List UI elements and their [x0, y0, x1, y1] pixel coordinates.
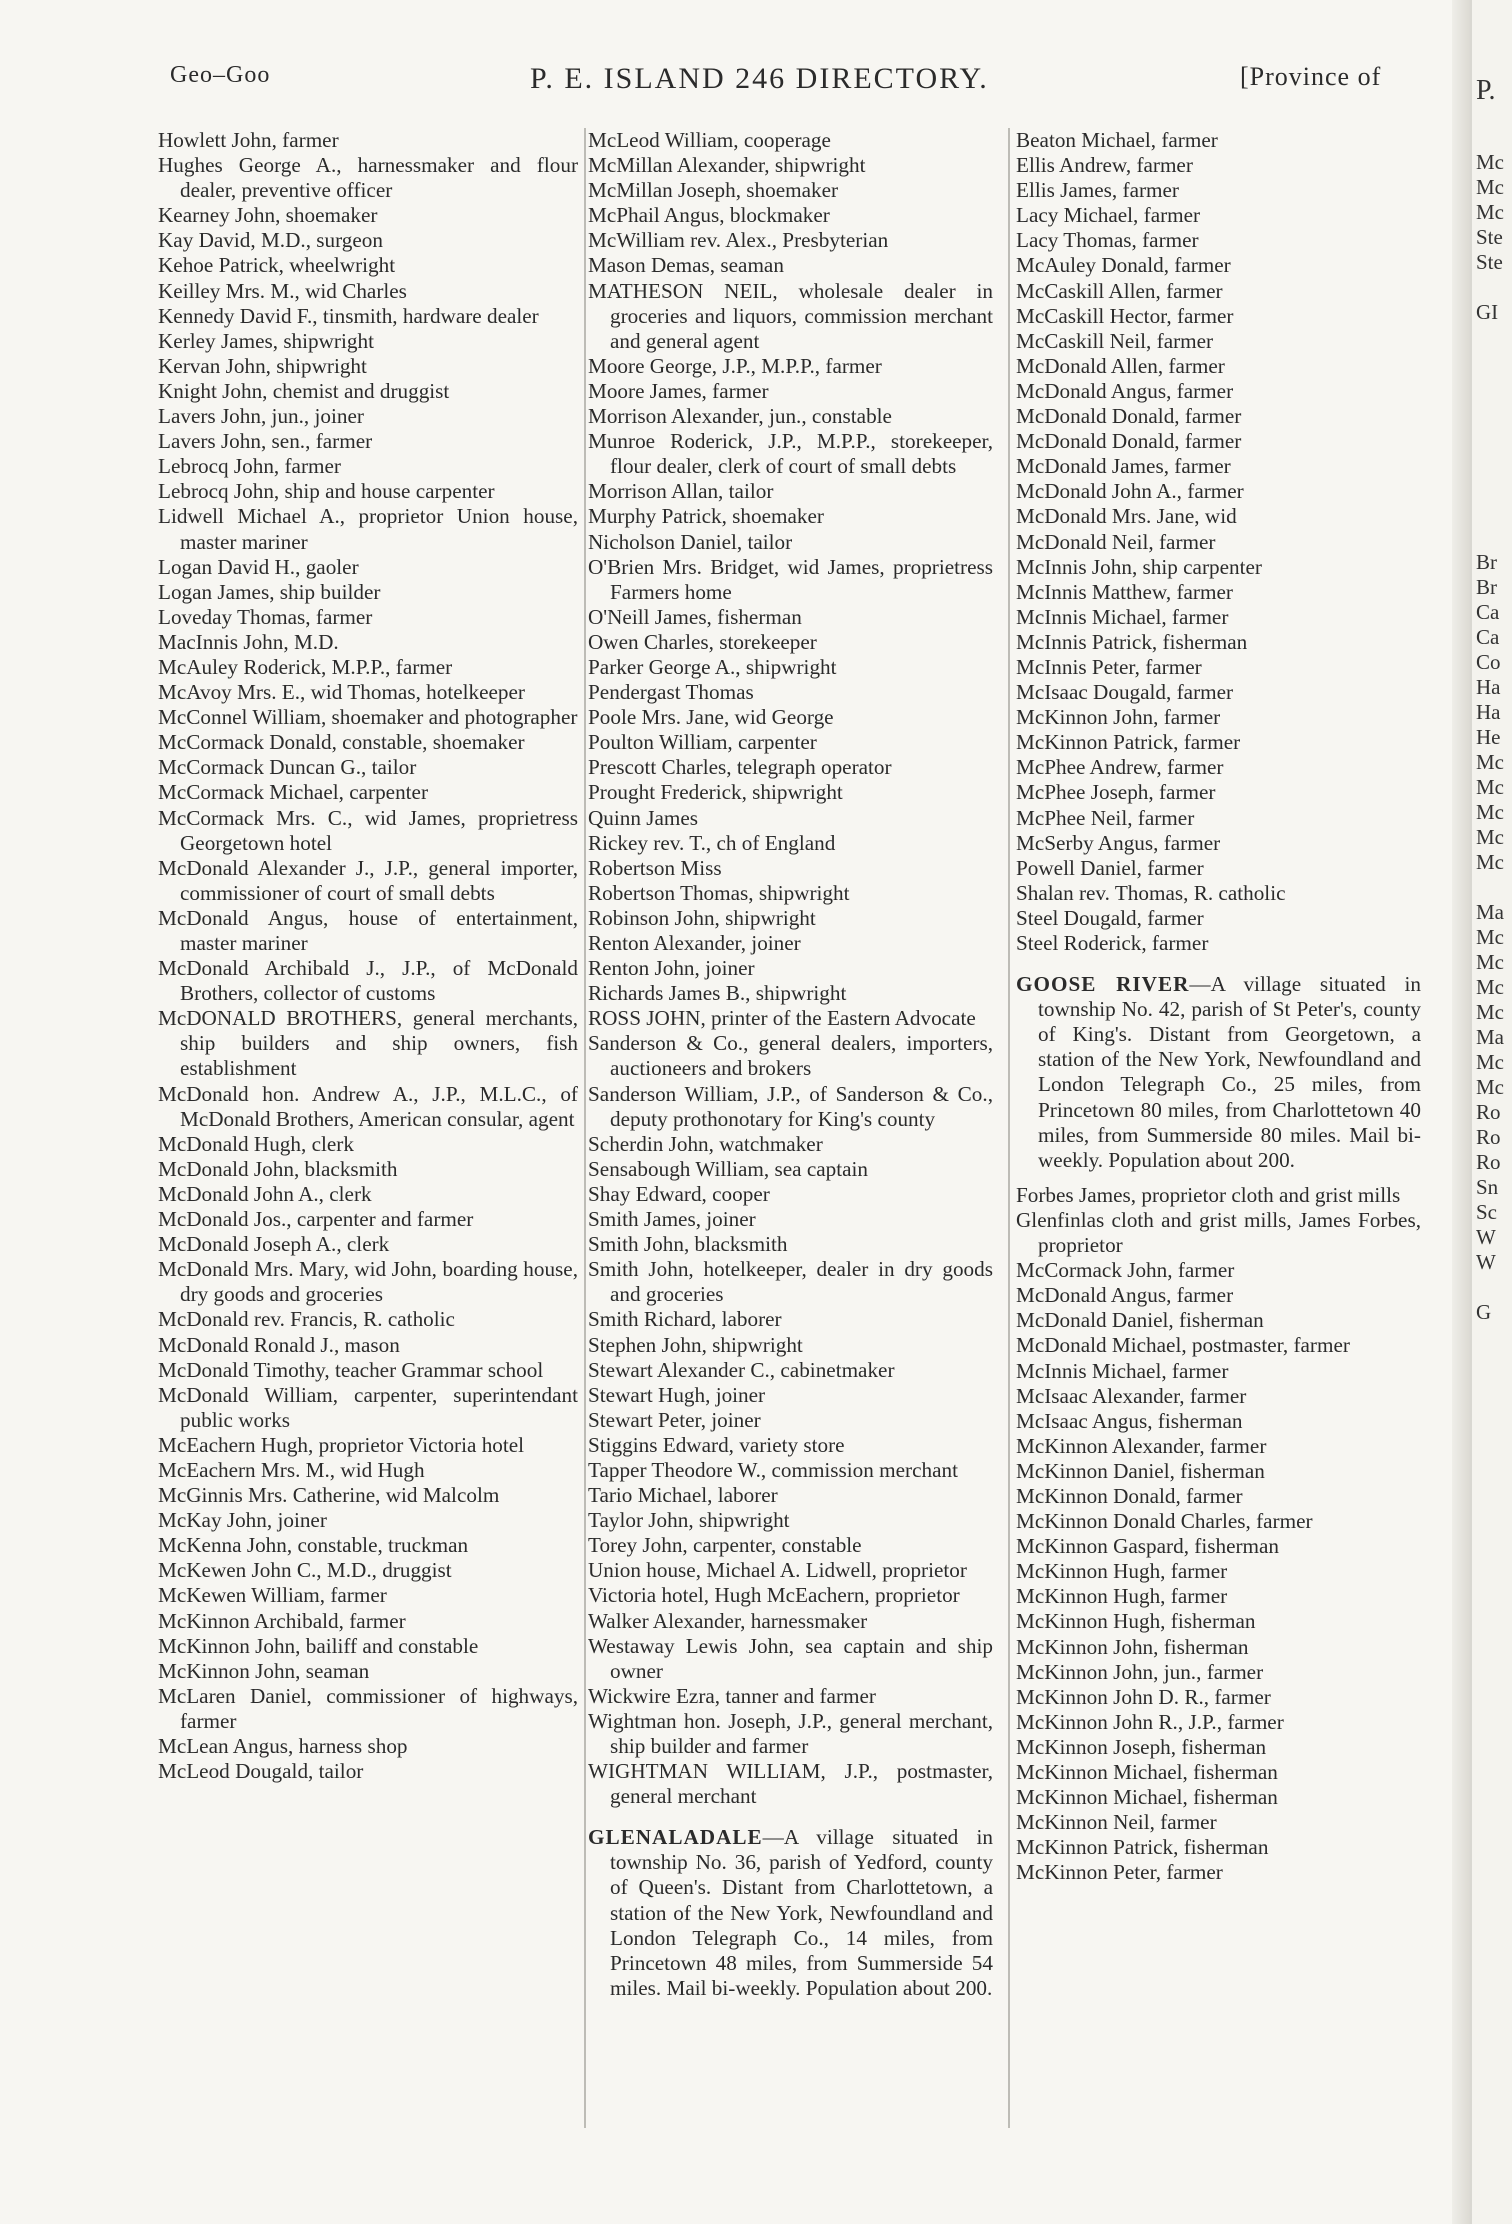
- directory-entry: McKinnon John, bailiff and constable: [158, 1633, 479, 1658]
- directory-entry: Mason Demas, seaman: [588, 253, 784, 278]
- directory-entry: McEachern Hugh, proprietor Victoria hotel: [158, 1432, 525, 1457]
- directory-entry: McDonald John A., farmer: [1016, 479, 1244, 504]
- directory-entry: McMillan Joseph, shoemaker: [588, 178, 839, 203]
- directory-entry: McKinnon John, seaman: [158, 1658, 370, 1683]
- directory-entry: Poole Mrs. Jane, wid George: [588, 705, 834, 730]
- next-page-fragment: Mc: [1476, 150, 1504, 174]
- next-page-fragment: Mc: [1476, 925, 1504, 949]
- next-page-fragment: Mc: [1476, 975, 1504, 999]
- directory-entry: Stewart Peter, joiner: [588, 1407, 761, 1432]
- next-page-strip: [1472, 0, 1512, 2224]
- header-right: [Province of: [1240, 62, 1382, 91]
- directory-entry: McKinnon Joseph, fisherman: [1016, 1734, 1267, 1759]
- next-page-fragment: [1476, 875, 1504, 900]
- directory-entry: McLaren Daniel, commissioner of highways, farmer: [158, 1683, 578, 1733]
- directory-entry: McKinnon Neil, farmer: [1016, 1810, 1217, 1835]
- directory-entry: Smith John, hotelkeeper, dealer in dry goods and groceries: [588, 1257, 993, 1307]
- section-goose-river: [1016, 972, 1421, 1173]
- directory-entry: McCormack Mrs. C., wid James, proprietress Georgetown hotel: [158, 805, 578, 855]
- next-page-fragment: Mc: [1476, 1075, 1504, 1099]
- directory-entry: McDonald Angus, farmer: [1016, 378, 1234, 403]
- directory-entry: Lacy Thomas, farmer: [1016, 228, 1199, 253]
- directory-entry: McEachern Mrs. M., wid Hugh: [158, 1457, 425, 1482]
- directory-entry: Pendergast Thomas: [588, 680, 754, 705]
- next-page-fragment: Mc: [1476, 825, 1504, 849]
- directory-entry: McDonald Alexander J., J.P., general importer, commissioner of court of small debts: [158, 855, 578, 905]
- directory-entry: Morrison Alexander, jun., constable: [588, 404, 892, 429]
- directory-entry: Lavers John, jun., joiner: [158, 404, 364, 429]
- next-page-fragment: [1476, 375, 1504, 400]
- next-page-fragment: [1476, 475, 1504, 500]
- next-page-fragment: Ro: [1476, 1100, 1501, 1124]
- directory-entry: Keilley Mrs. M., wid Charles: [158, 278, 407, 303]
- directory-entry: MacInnis John, M.D.: [158, 629, 339, 654]
- directory-entry: McPhee Joseph, farmer: [1016, 780, 1216, 805]
- directory-entry: McKewen John C., M.D., druggist: [158, 1558, 452, 1583]
- directory-entry: McIsaac Angus, fisherman: [1016, 1408, 1243, 1433]
- directory-entry: Stiggins Edward, variety store: [588, 1432, 845, 1457]
- directory-entry: Torey John, carpenter, constable: [588, 1533, 862, 1558]
- directory-entry: Quinn James: [588, 805, 699, 830]
- directory-entry: McKinnon John R., J.P., farmer: [1016, 1709, 1284, 1734]
- directory-entry: McConnel William, shoemaker and photographer: [158, 705, 578, 730]
- section-title: GOOSE RIVER: [1016, 972, 1190, 997]
- directory-entry: Beaton Michael, farmer: [1016, 128, 1218, 152]
- directory-entry: Smith Richard, laborer: [588, 1307, 782, 1332]
- directory-entry: MATHESON NEIL, wholesale dealer in groceries and liquors, commission merchant and general agent: [588, 278, 993, 353]
- directory-entry: McCormack John, farmer: [1016, 1258, 1235, 1283]
- directory-entry: McDonald William, carpenter, superintendant public works: [158, 1382, 578, 1432]
- directory-entry: Logan James, ship builder: [158, 579, 381, 604]
- directory-entry: Sanderson & Co., general dealers, importers, auctioneers and brokers: [588, 1031, 993, 1081]
- next-page-fragment: Ma: [1476, 1025, 1504, 1049]
- directory-entry: Lavers John, sen., farmer: [158, 429, 373, 454]
- directory-entry: Renton Alexander, joiner: [588, 931, 801, 955]
- directory-entry: McKenna John, constable, truckman: [158, 1533, 469, 1558]
- section-glenaladale: [588, 1825, 993, 2001]
- directory-entry: McCaskill Hector, farmer: [1016, 303, 1234, 328]
- next-page-fragment: Ca: [1476, 600, 1500, 624]
- directory-entry: McInnis Michael, farmer: [1016, 604, 1229, 629]
- directory-entry: Knight John, chemist and druggist: [158, 378, 450, 403]
- directory-entry: McAuley Roderick, M.P.P., farmer: [158, 654, 453, 679]
- directory-entry: McKinnon Peter, farmer: [1016, 1860, 1223, 1885]
- next-page-fragment: [1476, 500, 1504, 525]
- next-page-fragment: [1476, 1275, 1504, 1300]
- directory-entry: Victoria hotel, Hugh McEachern, proprietor: [588, 1583, 960, 1608]
- directory-entry: Lebrocq John, farmer: [158, 454, 341, 479]
- directory-entry: WIGHTMAN WILLIAM, J.P., postmaster, general merchant: [588, 1759, 993, 1809]
- directory-entry: Morrison Allan, tailor: [588, 479, 774, 504]
- directory-entry: McWilliam rev. Alex., Presbyterian: [588, 228, 889, 253]
- next-page-fragment: Mc: [1476, 950, 1504, 974]
- directory-entry: Nicholson Daniel, tailor: [588, 529, 793, 554]
- column-1: [158, 128, 578, 1784]
- next-page-fragment: Ha: [1476, 700, 1501, 724]
- directory-entry: Moore George, J.P., M.P.P., farmer: [588, 353, 882, 378]
- directory-entry: McDonald Ronald J., mason: [158, 1332, 400, 1357]
- header-left: Geo–Goo: [170, 62, 271, 88]
- directory-entry: Sanderson William, J.P., of Sanderson & Co., deputy prothonotary for King's county: [588, 1081, 993, 1131]
- directory-entry: McPhail Angus, blockmaker: [588, 203, 830, 228]
- directory-entry: O'Neill James, fisherman: [588, 604, 802, 629]
- directory-entry: McDonald Jos., carpenter and farmer: [158, 1207, 474, 1232]
- column-2: [588, 128, 993, 2011]
- directory-entry: Scherdin John, watchmaker: [588, 1131, 823, 1156]
- directory-entry: McDONALD BROTHERS, general merchants, ship builders and ship owners, fish establishment: [158, 1006, 578, 1081]
- directory-entry: Tapper Theodore W., commission merchant: [588, 1457, 958, 1482]
- directory-entry: Wickwire Ezra, tanner and farmer: [588, 1683, 876, 1708]
- directory-entry: Prought Frederick, shipwright: [588, 780, 843, 805]
- column-3: [1016, 128, 1421, 1885]
- next-page-fragment: Mc: [1476, 1000, 1504, 1024]
- directory-entry: McKinnon Hugh, fisherman: [1016, 1609, 1256, 1634]
- directory-entry: Glenfinlas cloth and grist mills, James Forbes, proprietor: [1016, 1207, 1421, 1258]
- directory-entry: Kearney John, shoemaker: [158, 203, 378, 228]
- directory-entry: McKinnon Michael, fisherman: [1016, 1760, 1278, 1784]
- directory-entry: McDonald Joseph A., clerk: [158, 1232, 390, 1257]
- directory-entry: Owen Charles, storekeeper: [588, 629, 817, 654]
- next-page-header: P.: [1476, 75, 1496, 106]
- next-page-fragment: Sn: [1476, 1175, 1499, 1199]
- directory-entry: McKinnon Michael, fisherman: [1016, 1785, 1278, 1810]
- directory-entry: O'Brien Mrs. Bridget, wid James, proprietress Farmers home: [588, 554, 993, 604]
- directory-entry: Lacy Michael, farmer: [1016, 203, 1201, 228]
- next-page-fragment: GI: [1476, 300, 1499, 324]
- directory-entry: McKinnon Daniel, fisherman: [1016, 1458, 1265, 1483]
- directory-entry: McInnis Patrick, fisherman: [1016, 629, 1248, 654]
- section-text: —A village situated in township No. 42, parish of St Peter's, county of King's. Distant from Georgetown, a station of the New York, Newfoundland and London Telegraph Co., 25 miles, from Princetown 80 miles, from Charlottetown 40 miles, from Summerside 80 miles. Mail bi-weekly. Population about 200.: [1038, 972, 1421, 1172]
- next-page-fragment: Mc: [1476, 175, 1504, 199]
- directory-entry: McDonald Mrs. Mary, wid John, boarding house, dry goods and groceries: [158, 1257, 578, 1307]
- directory-entry: McDonald John, blacksmith: [158, 1156, 398, 1181]
- section-title: GLENALADALE: [588, 1825, 763, 1850]
- directory-entry: McSerby Angus, farmer: [1016, 830, 1221, 855]
- directory-entry: McDonald James, farmer: [1016, 454, 1231, 479]
- directory-entry: McDonald Angus, house of entertainment, master mariner: [158, 905, 578, 955]
- directory-entry: McKinnon Patrick, farmer: [1016, 730, 1241, 755]
- directory-entry: Shay Edward, cooper: [588, 1181, 770, 1206]
- directory-entry: Howlett John, farmer: [158, 128, 339, 152]
- directory-entry: McCaskill Allen, farmer: [1016, 278, 1223, 303]
- directory-entry: McInnis John, ship carpenter: [1016, 554, 1262, 579]
- next-page-fragment: [1476, 275, 1504, 300]
- directory-entry: Rickey rev. T., ch of England: [588, 830, 836, 855]
- directory-entry: McKinnon Hugh, farmer: [1016, 1584, 1228, 1609]
- directory-entry: Moore James, farmer: [588, 378, 769, 403]
- directory-entry: Kay David, M.D., surgeon: [158, 228, 383, 253]
- directory-entry: McGinnis Mrs. Catherine, wid Malcolm: [158, 1483, 500, 1508]
- column-rule-2: [1008, 128, 1010, 2128]
- directory-entry: Kehoe Patrick, wheelwright: [158, 253, 396, 278]
- directory-entry: McLeod Dougald, tailor: [158, 1759, 364, 1784]
- directory-entry: McDonald rev. Francis, R. catholic: [158, 1307, 455, 1332]
- directory-entry: McKinnon John, farmer: [1016, 705, 1221, 730]
- next-page-fragment: He: [1476, 725, 1501, 749]
- directory-entry: McCormack Michael, carpenter: [158, 780, 429, 805]
- next-page-fragment: Mc: [1476, 750, 1504, 774]
- directory-entry: McKinnon Hugh, farmer: [1016, 1559, 1228, 1584]
- directory-entry: Westaway Lewis John, sea captain and ship owner: [588, 1633, 993, 1683]
- directory-entry: McDonald Neil, farmer: [1016, 529, 1216, 554]
- directory-entry: ROSS JOHN, printer of the Eastern Advocate: [588, 1006, 976, 1031]
- directory-entry: Walker Alexander, harnessmaker: [588, 1608, 868, 1633]
- directory-entry: McCormack Donald, constable, shoemaker: [158, 730, 525, 755]
- directory-entry: Renton John, joiner: [588, 956, 755, 981]
- directory-entry: Robinson John, shipwright: [588, 905, 816, 930]
- directory-entry: Smith James, joiner: [588, 1207, 756, 1232]
- directory-entry: Tario Michael, laborer: [588, 1483, 778, 1508]
- header-center: P. E. ISLAND 246 DIRECTORY.: [530, 62, 989, 95]
- directory-entry: Stewart Hugh, joiner: [588, 1382, 766, 1407]
- next-page-fragment: Ma: [1476, 900, 1504, 924]
- next-page-fragment: Ha: [1476, 675, 1501, 699]
- directory-entry: Murphy Patrick, shoemaker: [588, 504, 824, 529]
- directory-entry: Richards James B., shipwright: [588, 981, 847, 1006]
- next-page-fragment: [1476, 425, 1504, 450]
- next-page-fragment: Mc: [1476, 775, 1504, 799]
- directory-entry: Steel Roderick, farmer: [1016, 931, 1209, 955]
- directory-entry: McDonald Timothy, teacher Grammar school: [158, 1357, 544, 1382]
- next-page-fragment: Mc: [1476, 800, 1504, 824]
- directory-entry: Hughes George A., harnessmaker and flour dealer, preventive officer: [158, 153, 578, 203]
- directory-entry: McKay John, joiner: [158, 1508, 327, 1533]
- directory-entry: McDonald hon. Andrew A., J.P., M.L.C., of McDonald Brothers, American consular, agent: [158, 1081, 578, 1131]
- directory-entry: Kervan John, shipwright: [158, 353, 367, 378]
- directory-entry: McInnis Peter, farmer: [1016, 654, 1202, 679]
- directory-entry: McCaskill Neil, farmer: [1016, 328, 1214, 353]
- directory-entry: McDonald Archibald J., J.P., of McDonald Brothers, collector of customs: [158, 956, 578, 1006]
- next-page-fragment: W: [1476, 1250, 1496, 1274]
- next-page-fragment: W: [1476, 1225, 1496, 1249]
- directory-entry: Ellis Andrew, farmer: [1016, 153, 1193, 178]
- next-page-fragment: Mc: [1476, 1050, 1504, 1074]
- directory-entry: McInnis Michael, farmer: [1016, 1358, 1229, 1383]
- directory-entry: McKinnon Gaspard, fisherman: [1016, 1534, 1280, 1559]
- next-page-fragment: Ste: [1476, 250, 1503, 274]
- directory-entry: McDonald Allen, farmer: [1016, 353, 1225, 378]
- next-page-fragment: G: [1476, 1300, 1492, 1324]
- next-page-fragment: Mc: [1476, 200, 1504, 224]
- directory-entry: Loveday Thomas, farmer: [158, 604, 373, 629]
- directory-entry: McKinnon John, fisherman: [1016, 1634, 1249, 1659]
- next-page-fragment: Br: [1476, 550, 1497, 574]
- page-edge: [1452, 0, 1470, 2224]
- directory-entry: Lidwell Michael A., proprietor Union house, master mariner: [158, 504, 578, 554]
- directory-entry: McDonald Mrs. Jane, wid: [1016, 504, 1237, 529]
- directory-entry: Steel Dougald, farmer: [1016, 905, 1204, 930]
- directory-entry: Sensabough William, sea captain: [588, 1156, 869, 1181]
- directory-entry: McDonald Donald, farmer: [1016, 429, 1242, 454]
- next-page-fragment: Ste: [1476, 225, 1503, 249]
- directory-entry: McIsaac Alexander, farmer: [1016, 1383, 1247, 1408]
- directory-entry: McDonald Donald, farmer: [1016, 404, 1242, 429]
- next-page-fragment: [1476, 450, 1504, 475]
- next-page-fragment: Ro: [1476, 1150, 1501, 1174]
- directory-entry: Prescott Charles, telegraph operator: [588, 755, 892, 780]
- directory-entry: Kennedy David F., tinsmith, hardware dealer: [158, 303, 539, 328]
- directory-entry: McKinnon Donald Charles, farmer: [1016, 1509, 1313, 1534]
- next-page-fragment: Ca: [1476, 625, 1500, 649]
- directory-entry: Taylor John, shipwright: [588, 1508, 790, 1533]
- next-page-fragment: [1476, 525, 1504, 550]
- directory-entry: McAuley Donald, farmer: [1016, 253, 1231, 278]
- directory-entry: Powell Daniel, farmer: [1016, 855, 1204, 880]
- directory-entry: McDonald Angus, farmer: [1016, 1283, 1234, 1308]
- directory-entry: McIsaac Dougald, farmer: [1016, 680, 1234, 705]
- next-page-fragment: [1476, 325, 1504, 350]
- directory-entry: Ellis James, farmer: [1016, 178, 1179, 203]
- directory-entry: Robertson Thomas, shipwright: [588, 880, 850, 905]
- directory-entry: Wightman hon. Joseph, J.P., general merchant, ship builder and farmer: [588, 1708, 993, 1758]
- directory-entry: McDonald Hugh, clerk: [158, 1131, 354, 1156]
- next-page-fragment: Br: [1476, 575, 1497, 599]
- directory-entry: McLean Angus, harness shop: [158, 1734, 408, 1758]
- directory-entry: McDonald Daniel, fisherman: [1016, 1308, 1264, 1333]
- directory-entry: McPhee Neil, farmer: [1016, 805, 1195, 830]
- directory-entry: McPhee Andrew, farmer: [1016, 755, 1224, 780]
- directory-entry: McKinnon Patrick, fisherman: [1016, 1835, 1269, 1860]
- directory-entry: Munroe Roderick, J.P., M.P.P., storekeeper, flour dealer, clerk of court of small debts: [588, 429, 993, 479]
- directory-entry: McDonald John A., clerk: [158, 1181, 372, 1206]
- directory-entry: Smith John, blacksmith: [588, 1232, 788, 1257]
- directory-entry: Poulton William, carpenter: [588, 730, 817, 755]
- section-text: —A village situated in township No. 36, parish of Yedford, county of Queen's. Distant from Charlottetown, a station of the New York, Newfoundland and London Telegraph Co., 14 miles, from Princetown 48 miles, from Summerside 54 miles. Mail bi-weekly. Population about 200.: [610, 1825, 993, 2000]
- directory-entry: McKewen William, farmer: [158, 1583, 387, 1608]
- directory-entry: Stephen John, shipwright: [588, 1332, 803, 1357]
- next-page-fragment: Co: [1476, 650, 1501, 674]
- directory-entry: McInnis Matthew, farmer: [1016, 579, 1233, 604]
- directory-entry: Union house, Michael A. Lidwell, proprietor: [588, 1558, 967, 1583]
- directory-entry: Logan David H., gaoler: [158, 554, 359, 579]
- directory-entry: Lebrocq John, ship and house carpenter: [158, 479, 495, 504]
- directory-entry: Shalan rev. Thomas, R. catholic: [1016, 880, 1286, 905]
- next-page-fragment: Sc: [1476, 1200, 1497, 1224]
- directory-entry: McAvoy Mrs. E., wid Thomas, hotelkeeper: [158, 680, 525, 705]
- directory-entry: Robertson Miss: [588, 855, 722, 880]
- column-rule-1: [584, 128, 586, 2128]
- directory-entry: Kerley James, shipwright: [158, 328, 374, 353]
- directory-entry: McKinnon John D. R., farmer: [1016, 1684, 1271, 1709]
- directory-entry: McKinnon Donald, farmer: [1016, 1483, 1243, 1508]
- directory-entry: McCormack Duncan G., tailor: [158, 755, 417, 780]
- directory-entry: McLeod William, cooperage: [588, 128, 831, 152]
- next-page-fragment: [1476, 350, 1504, 375]
- directory-entry: Parker George A., shipwright: [588, 654, 837, 679]
- next-page-fragment: Mc: [1476, 850, 1504, 874]
- next-page-fragment: Ro: [1476, 1125, 1501, 1149]
- directory-entry: Stewart Alexander C., cabinetmaker: [588, 1357, 895, 1382]
- directory-entry: McMillan Alexander, shipwright: [588, 153, 866, 178]
- directory-entry: McDonald Michael, postmaster, farmer: [1016, 1333, 1350, 1358]
- next-page-fragment: [1476, 400, 1504, 425]
- directory-entry: Forbes James, proprietor cloth and grist mills: [1016, 1182, 1401, 1207]
- directory-entry: McKinnon John, jun., farmer: [1016, 1659, 1264, 1684]
- directory-entry: McKinnon Archibald, farmer: [158, 1608, 406, 1633]
- directory-entry: McKinnon Alexander, farmer: [1016, 1433, 1267, 1458]
